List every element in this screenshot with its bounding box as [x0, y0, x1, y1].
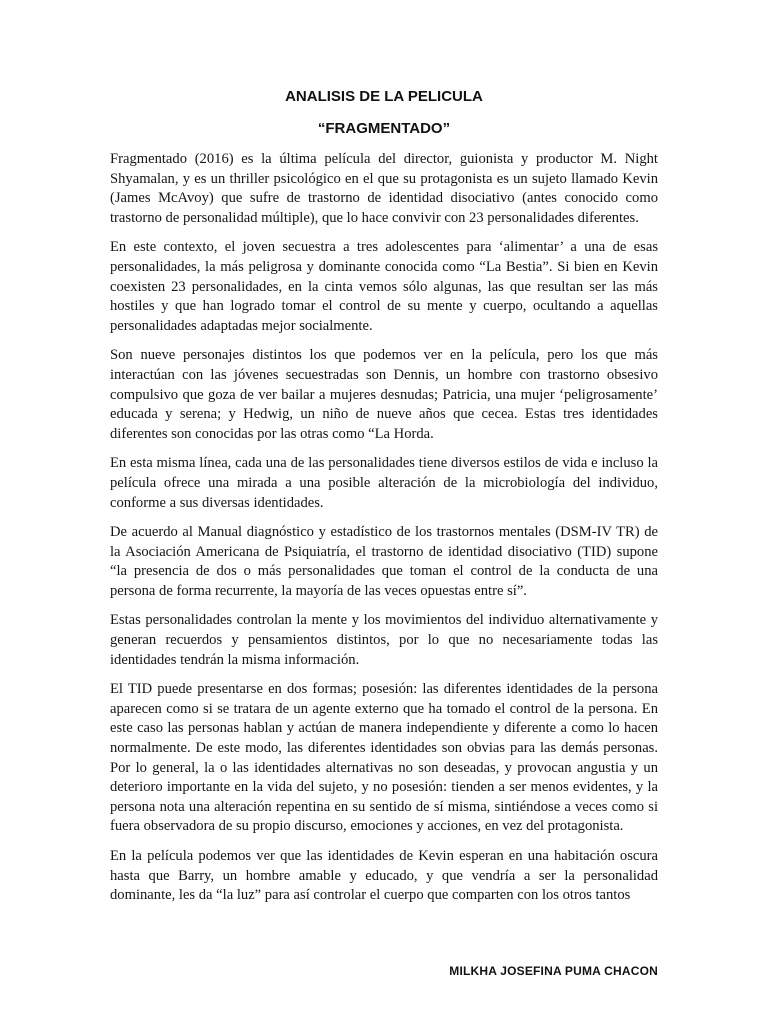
paragraph-7: El TID puede presentarse en dos formas; posesión: las diferentes identidades de la persona aparecen como si se tratara de un agente externo que ha tomado el control de la persona. En este caso las personas hablan y actúan de manera independiente y diferente a como lo hacen normalmente. De este modo, las diferentes identidades son obvias para las demás personas. Por lo general, la o las identidades alternativas no son deseadas, y provocan angustia y un deterioro importante en la vida del sujeto, y no posesión: tienden a ser menos evidentes, y la persona nota una alteración repentina en su sentido de sí misma, sintiéndose a veces como si fuera observadora de su propio discurso, emociones y acciones, en vez del protagonista. — [110, 681, 658, 835]
paragraph-8: En la película podemos ver que las identidades de Kevin esperan en una habitación oscura hasta que Barry, un hombre amable y educado, y que vendría a ser la personalidad dominante, les da “la luz” para así controlar el cuerpo que comparten con los otros tantos — [110, 848, 658, 904]
footer-author: MILKHA JOSEFINA PUMA CHACON — [449, 964, 658, 978]
paragraph-6: Estas personalidades controlan la mente y los movimientos del individuo alternativamente y generan recuerdos y pensamientos distintos, por lo que no necesariamente todas las identidades tendrán la misma información. — [110, 612, 658, 668]
paragraph-3: Son nueve personajes distintos los que podemos ver en la película, pero los que más interactúan con las jóvenes secuestradas son Dennis, un hombre con trastorno obsesivo compulsivo que goza de ver bailar a mujeres desnudas; Patricia, una mujer ‘peligrosamente’ educada y serena; y Hedwig, un niño de nueve años que cecea. Estas tres identidades diferentes son conocidas por las otras como “La Horda. — [110, 347, 658, 442]
paragraph-5: De acuerdo al Manual diagnóstico y estadístico de los trastornos mentales (DSM-IV TR) de la Asociación Americana de Psiquiatría, el trastorno de identidad disociativo (TID) supone “la presencia de dos o más personalidades que toman el control de la conducta de una persona de forma recurrente, la mayoría de las veces opuestas entre sí”. — [110, 524, 658, 599]
document-subtitle: “FRAGMENTADO” — [317, 120, 451, 137]
paragraph-2: En este contexto, el joven secuestra a tres adolescentes para ‘alimentar’ a una de esas personalidades, la más peligrosa y dominante conocida como “La Bestia”. Si bien en Kevin coexisten 23 personalidades, en la cinta vemos sólo algunas, las que resultan ser las más hostiles y que han logrado tomar el control de su mente y cuerpo, ocultando a aquellas personalidades adaptadas mejor socialmente. — [110, 239, 658, 334]
paragraph-4: En esta misma línea, cada una de las personalidades tiene diversos estilos de vida e incluso la película ofrece una mirada a una posible alteración de la microbiología del individuo, conforme a sus diversas identidades. — [110, 455, 658, 511]
document-body — [110, 150, 658, 916]
document-title: ANALISIS DE LA PELICULA — [285, 88, 483, 105]
paragraph-1: Fragmentado (2016) es la última película del director, guionista y productor M. Night Shyamalan, y es un thriller psicológico en el que su protagonista es un sujeto llamado Kevin (James McAvoy) que sufre de trastorno de identidad disociativo (antes conocido como trastorno de personalidad múltiple), que lo hace convivir con 23 personalidades diferentes. — [110, 151, 658, 226]
